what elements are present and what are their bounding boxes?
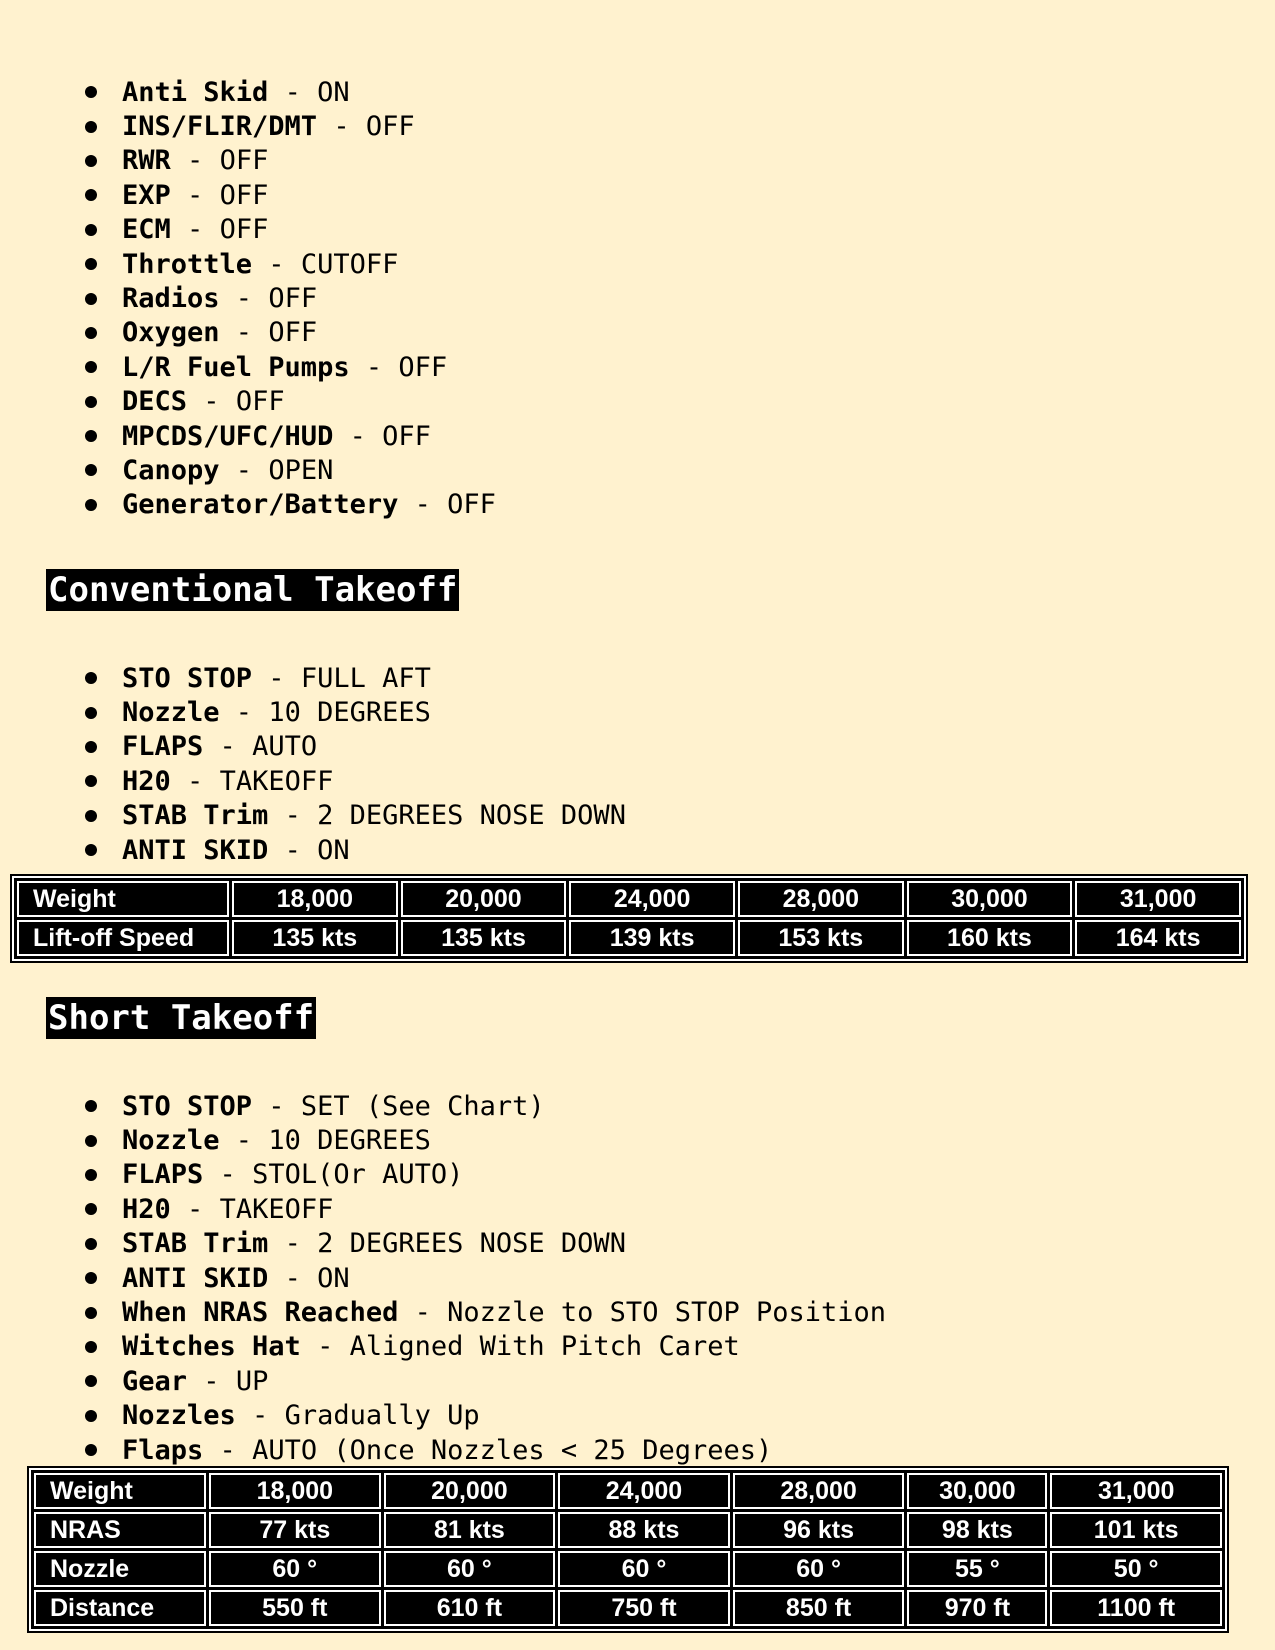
table-cell: 31,000 bbox=[1050, 1473, 1222, 1509]
bullet-icon bbox=[85, 810, 97, 822]
conventional-takeoff-heading: Conventional Takeoff bbox=[48, 570, 458, 610]
item-separator: - bbox=[219, 1125, 269, 1157]
bullet-icon bbox=[85, 1135, 97, 1147]
item-value: OFF bbox=[268, 317, 318, 349]
bullet-icon bbox=[85, 430, 97, 442]
item-separator: - bbox=[268, 1262, 318, 1294]
table-cell: 160 kts bbox=[907, 920, 1073, 956]
item-value: 2 DEGREES NOSE DOWN bbox=[317, 800, 626, 832]
item-separator: - bbox=[268, 800, 318, 832]
conventional-takeoff-checklist bbox=[85, 661, 626, 867]
item-key: STO STOP bbox=[122, 662, 253, 694]
table-cell: 970 ft bbox=[907, 1590, 1047, 1626]
item-value: 10 DEGREES bbox=[268, 697, 431, 729]
list-item bbox=[85, 799, 626, 833]
item-value: Gradually Up bbox=[284, 1400, 480, 1432]
list-item bbox=[85, 453, 496, 487]
list-item bbox=[85, 1227, 886, 1261]
item-key: Generator/Battery bbox=[122, 489, 399, 521]
item-separator: - bbox=[170, 179, 220, 211]
item-key: ECM bbox=[122, 214, 171, 246]
list-item bbox=[85, 213, 496, 247]
item-key: FLAPS bbox=[122, 1159, 204, 1191]
item-value: OFF bbox=[382, 420, 431, 452]
list-item bbox=[85, 1399, 886, 1433]
item-value: SET (See Chart) bbox=[300, 1090, 545, 1122]
item-key: Flaps bbox=[122, 1434, 204, 1466]
table-cell: 28,000 bbox=[733, 1473, 905, 1509]
table-cell: 96 kts bbox=[733, 1512, 905, 1548]
table-cell: 31,000 bbox=[1075, 881, 1241, 917]
item-separator: - bbox=[203, 1434, 253, 1466]
list-item bbox=[85, 419, 496, 453]
item-value: AUTO bbox=[252, 731, 318, 763]
table-cell: 20,000 bbox=[401, 881, 567, 917]
list-item bbox=[85, 730, 626, 764]
list-item bbox=[85, 144, 496, 178]
item-separator: - bbox=[219, 317, 269, 349]
item-separator: - bbox=[398, 1297, 448, 1329]
item-key: H20 bbox=[122, 765, 171, 797]
bullet-icon bbox=[85, 707, 97, 719]
item-key: Nozzles bbox=[122, 1400, 236, 1432]
short-takeoff-table bbox=[29, 1468, 1227, 1631]
item-key: Radios bbox=[122, 283, 220, 315]
list-item bbox=[85, 281, 496, 315]
item-separator: - bbox=[333, 420, 383, 452]
item-separator: - bbox=[170, 145, 220, 177]
item-separator: - bbox=[235, 1400, 285, 1432]
bullet-icon bbox=[85, 155, 97, 167]
list-item bbox=[85, 833, 626, 867]
item-value: Nozzle to STO STOP Position bbox=[447, 1297, 887, 1329]
table-cell: 135 kts bbox=[232, 920, 398, 956]
item-separator: - bbox=[398, 489, 448, 521]
table-cell: 18,000 bbox=[232, 881, 398, 917]
table-cell: 24,000 bbox=[569, 881, 735, 917]
bullet-icon bbox=[85, 1169, 97, 1181]
item-key: Canopy bbox=[122, 454, 220, 486]
item-key: STO STOP bbox=[122, 1090, 253, 1122]
bullet-icon bbox=[85, 741, 97, 753]
item-separator: - bbox=[170, 765, 220, 797]
short-takeoff-checklist bbox=[85, 1089, 886, 1467]
item-key: RWR bbox=[122, 145, 171, 177]
item-key: Throttle bbox=[122, 248, 253, 280]
list-item bbox=[85, 1123, 886, 1157]
bullet-icon bbox=[85, 499, 97, 511]
bullet-icon bbox=[85, 121, 97, 133]
table-cell: 50 ° bbox=[1050, 1551, 1222, 1587]
table-cell: 98 kts bbox=[907, 1512, 1047, 1548]
item-key: DECS bbox=[122, 386, 188, 418]
list-item bbox=[85, 1364, 886, 1398]
item-separator: - bbox=[219, 697, 269, 729]
table-cell: 30,000 bbox=[907, 1473, 1047, 1509]
item-value: 10 DEGREES bbox=[268, 1125, 431, 1157]
list-item bbox=[85, 1295, 886, 1329]
table-cell: 60 ° bbox=[558, 1551, 730, 1587]
item-separator: - bbox=[219, 454, 269, 486]
table-cell: 164 kts bbox=[1075, 920, 1241, 956]
table-row bbox=[34, 1512, 1222, 1548]
bullet-icon bbox=[85, 361, 97, 373]
item-separator: - bbox=[187, 1365, 236, 1397]
list-item bbox=[85, 109, 496, 143]
table-cell: 24,000 bbox=[558, 1473, 730, 1509]
list-item bbox=[85, 764, 626, 798]
item-separator: - bbox=[268, 834, 318, 866]
table-cell: 139 kts bbox=[569, 920, 735, 956]
bullet-icon bbox=[85, 396, 97, 408]
item-value: OFF bbox=[235, 386, 285, 418]
list-item bbox=[85, 247, 496, 281]
item-separator: - bbox=[203, 1159, 253, 1191]
list-item bbox=[85, 350, 496, 384]
list-item bbox=[85, 1261, 886, 1295]
item-value: AUTO (Once Nozzles < 25 Degrees) bbox=[252, 1434, 773, 1466]
item-value: OFF bbox=[365, 111, 415, 143]
list-item bbox=[85, 1089, 886, 1123]
table-row bbox=[34, 1551, 1222, 1587]
item-value: OFF bbox=[268, 283, 318, 315]
bullet-icon bbox=[85, 1410, 97, 1422]
table-cell: 55 ° bbox=[907, 1551, 1047, 1587]
item-key: L/R Fuel Pumps bbox=[122, 351, 350, 383]
item-separator: - bbox=[187, 386, 236, 418]
item-value: OFF bbox=[219, 214, 269, 246]
list-item bbox=[85, 1330, 886, 1364]
table-cell: 30,000 bbox=[907, 881, 1073, 917]
item-separator: - bbox=[349, 351, 399, 383]
item-key: Nozzle bbox=[122, 697, 220, 729]
list-item bbox=[85, 1158, 886, 1192]
short-takeoff-heading: Short Takeoff bbox=[48, 998, 315, 1038]
item-separator: - bbox=[300, 1331, 350, 1363]
row-label-cell: NRAS bbox=[34, 1512, 206, 1548]
list-item bbox=[85, 1433, 886, 1467]
item-separator: - bbox=[219, 283, 269, 315]
bullet-icon bbox=[85, 1100, 97, 1112]
table-row bbox=[34, 1473, 1222, 1509]
shutdown-checklist bbox=[85, 75, 496, 522]
item-separator: - bbox=[203, 731, 253, 763]
table-row bbox=[17, 881, 1241, 917]
item-separator: - bbox=[317, 111, 366, 143]
item-key: EXP bbox=[122, 179, 171, 211]
list-item bbox=[85, 488, 496, 522]
row-label-cell: Weight bbox=[17, 881, 229, 917]
bullet-icon bbox=[85, 327, 97, 339]
table-cell: 60 ° bbox=[384, 1551, 556, 1587]
item-key: Gear bbox=[122, 1365, 188, 1397]
bullet-icon bbox=[85, 1341, 97, 1353]
table-row bbox=[17, 920, 1241, 956]
bullet-icon bbox=[85, 293, 97, 305]
item-value: Aligned With Pitch Caret bbox=[349, 1331, 740, 1363]
table-cell: 610 ft bbox=[384, 1590, 556, 1626]
list-item bbox=[85, 1192, 886, 1226]
item-separator: - bbox=[170, 214, 220, 246]
item-value: OFF bbox=[219, 145, 269, 177]
item-key: Anti Skid bbox=[122, 76, 269, 108]
item-separator: - bbox=[268, 76, 318, 108]
item-key: FLAPS bbox=[122, 731, 204, 763]
bullet-icon bbox=[85, 86, 97, 98]
bullet-icon bbox=[85, 464, 97, 476]
item-value: ON bbox=[317, 1262, 350, 1294]
table-cell: 20,000 bbox=[384, 1473, 556, 1509]
table-cell: 28,000 bbox=[738, 881, 904, 917]
item-value: UP bbox=[235, 1365, 269, 1397]
item-value: CUTOFF bbox=[300, 248, 399, 280]
item-separator: - bbox=[252, 1090, 301, 1122]
item-separator: - bbox=[252, 662, 301, 694]
item-key: Witches Hat bbox=[122, 1331, 301, 1363]
table-cell: 18,000 bbox=[209, 1473, 381, 1509]
table-cell: 550 ft bbox=[209, 1590, 381, 1626]
item-value: 2 DEGREES NOSE DOWN bbox=[317, 1228, 626, 1260]
table-cell: 77 kts bbox=[209, 1512, 381, 1548]
table-cell: 1100 ft bbox=[1050, 1590, 1222, 1626]
bullet-icon bbox=[85, 1238, 97, 1250]
item-key: STAB Trim bbox=[122, 800, 269, 832]
item-value: ON bbox=[317, 76, 350, 108]
row-label-cell: Nozzle bbox=[34, 1551, 206, 1587]
item-value: OPEN bbox=[268, 454, 334, 486]
bullet-icon bbox=[85, 672, 97, 684]
item-value: STOL(Or AUTO) bbox=[252, 1159, 464, 1191]
item-key: MPCDS/UFC/HUD bbox=[122, 420, 334, 452]
bullet-icon bbox=[85, 775, 97, 787]
table-cell: 153 kts bbox=[738, 920, 904, 956]
bullet-icon bbox=[85, 1444, 97, 1456]
row-label-cell: Distance bbox=[34, 1590, 206, 1626]
bullet-icon bbox=[85, 189, 97, 201]
table-cell: 60 ° bbox=[209, 1551, 381, 1587]
table-cell: 88 kts bbox=[558, 1512, 730, 1548]
item-key: When NRAS Reached bbox=[122, 1297, 399, 1329]
bullet-icon bbox=[85, 258, 97, 270]
list-item bbox=[85, 695, 626, 729]
item-separator: - bbox=[268, 1228, 318, 1260]
list-item bbox=[85, 661, 626, 695]
table-cell: 81 kts bbox=[384, 1512, 556, 1548]
item-value: TAKEOFF bbox=[219, 1193, 334, 1225]
item-key: Nozzle bbox=[122, 1125, 220, 1157]
item-value: OFF bbox=[447, 489, 496, 521]
list-item bbox=[85, 75, 496, 109]
row-label-cell: Weight bbox=[34, 1473, 206, 1509]
liftoff-speed-table bbox=[12, 876, 1246, 961]
item-key: ANTI SKID bbox=[122, 1262, 269, 1294]
list-item bbox=[85, 316, 496, 350]
item-key: INS/FLIR/DMT bbox=[122, 111, 318, 143]
table-row bbox=[34, 1590, 1222, 1626]
table-cell: 101 kts bbox=[1050, 1512, 1222, 1548]
item-value: FULL AFT bbox=[300, 662, 431, 694]
item-separator: - bbox=[252, 248, 301, 280]
item-key: STAB Trim bbox=[122, 1228, 269, 1260]
bullet-icon bbox=[85, 1375, 97, 1387]
table-cell: 135 kts bbox=[401, 920, 567, 956]
table-cell: 750 ft bbox=[558, 1590, 730, 1626]
list-item bbox=[85, 385, 496, 419]
list-item bbox=[85, 178, 496, 212]
table-cell: 60 ° bbox=[733, 1551, 905, 1587]
item-value: TAKEOFF bbox=[219, 765, 334, 797]
item-value: ON bbox=[317, 834, 350, 866]
bullet-icon bbox=[85, 1272, 97, 1284]
row-label-cell: Lift-off Speed bbox=[17, 920, 229, 956]
item-key: Oxygen bbox=[122, 317, 220, 349]
item-key: ANTI SKID bbox=[122, 834, 269, 866]
item-key: H20 bbox=[122, 1193, 171, 1225]
item-separator: - bbox=[170, 1193, 220, 1225]
table-cell: 850 ft bbox=[733, 1590, 905, 1626]
bullet-icon bbox=[85, 844, 97, 856]
bullet-icon bbox=[85, 224, 97, 236]
item-value: OFF bbox=[398, 351, 448, 383]
bullet-icon bbox=[85, 1203, 97, 1215]
item-value: OFF bbox=[219, 179, 269, 211]
bullet-icon bbox=[85, 1307, 97, 1319]
